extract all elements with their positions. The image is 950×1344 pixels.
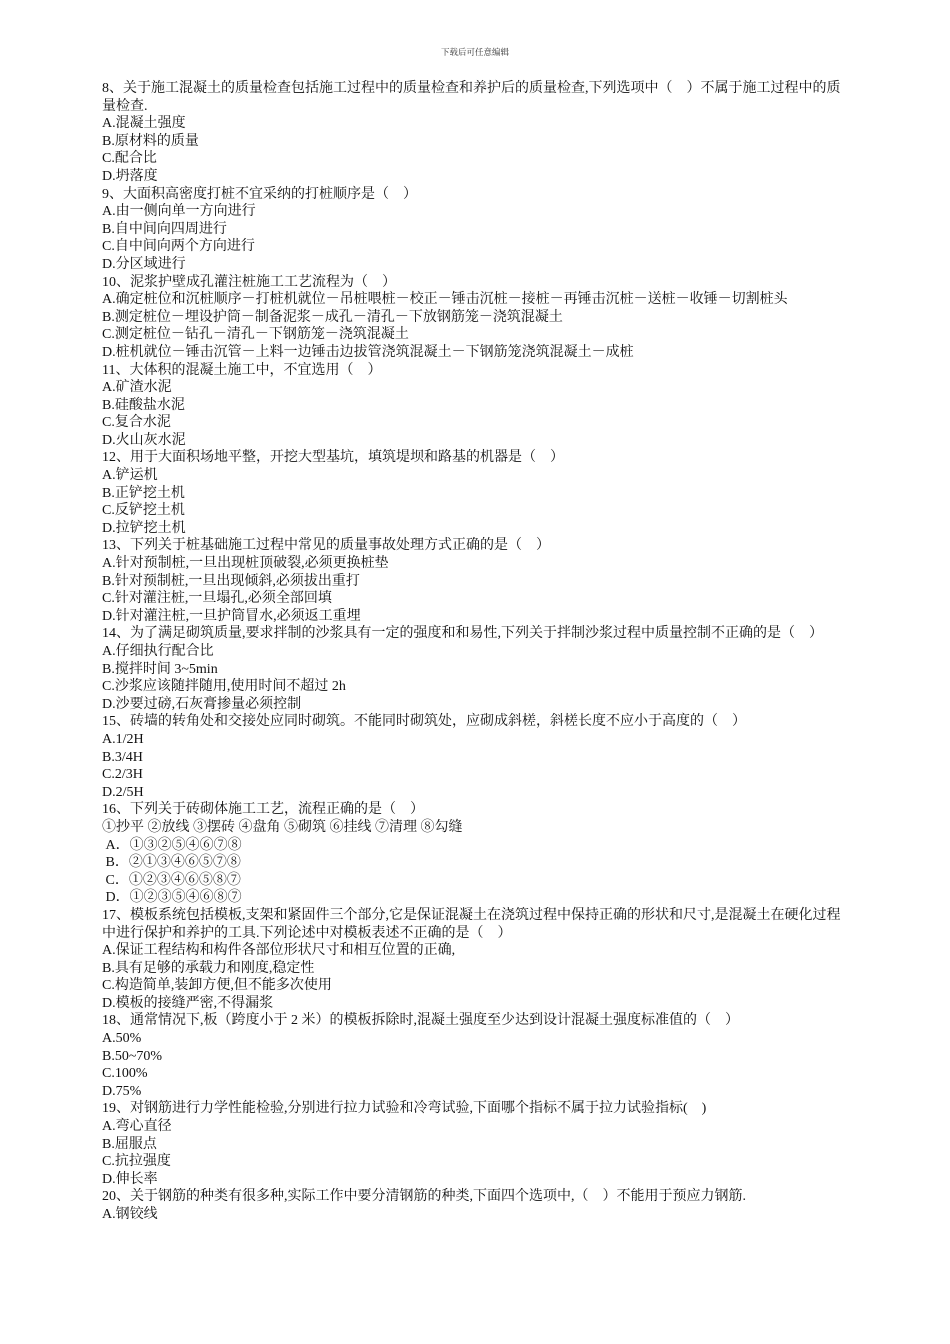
text-line: C.配合比 bbox=[102, 151, 157, 167]
text-line: D.2/5H bbox=[102, 784, 144, 800]
text-line: C.100% bbox=[102, 1066, 148, 1082]
text-line: D.拉铲挖土机 bbox=[102, 520, 186, 536]
text-line: D.坍落度 bbox=[102, 168, 158, 184]
text-line: D.模板的接缝严密,不得漏浆 bbox=[102, 995, 274, 1011]
text-line: D.针对灌注桩,一旦护筒冒水,必须返工重埋 bbox=[102, 608, 361, 624]
text-line: 20、关于钢筋的种类有很多种,实际工作中要分清钢筋的种类,下面四个选项中,（ ）不能用于预应力钢筋. bbox=[102, 1189, 746, 1205]
text-line: C.复合水泥 bbox=[102, 415, 171, 431]
text-line: B.具有足够的承载力和刚度,稳定性 bbox=[102, 960, 315, 976]
text-line: 16、下列关于砖砌体施工工艺，流程正确的是（ ） bbox=[102, 802, 424, 818]
text-line: 10、泥浆护壁成孔灌注桩施工工艺流程为（ ） bbox=[102, 274, 396, 290]
text-line: C.针对灌注桩,一旦塌孔,必须全部回填 bbox=[102, 591, 332, 607]
text-line: C.沙浆应该随拌随用,使用时间不超过 2h bbox=[102, 679, 346, 695]
text-line: A．①③②⑤④⑥⑦⑧ bbox=[102, 837, 242, 853]
text-line: A.弯心直径 bbox=[102, 1119, 172, 1135]
text-line: B.正铲挖土机 bbox=[102, 485, 185, 501]
text-line: B.针对预制桩,一旦出现倾斜,必须拔出重打 bbox=[102, 573, 360, 589]
text-line: A.矿渣水泥 bbox=[102, 380, 172, 396]
text-line: A.确定桩位和沉桩顺序－打桩机就位－吊桩喂桩－校正－锤击沉桩－接桩－再锤击沉桩－送桩－收锤－切割桩头 bbox=[102, 292, 788, 308]
text-line: A.针对预制桩,一旦出现桩顶破裂,必须更换桩垫 bbox=[102, 556, 389, 572]
text-line: D．①②③⑤④⑥⑧⑦ bbox=[102, 890, 242, 906]
text-line: ①抄平 ②放线 ③摆砖 ④盘角 ⑤砌筑 ⑥挂线 ⑦清理 ⑧勾缝 bbox=[102, 819, 463, 835]
document-body bbox=[102, 80, 852, 1224]
text-line: B.硅酸盐水泥 bbox=[102, 397, 185, 413]
text-line: D.火山灰水泥 bbox=[102, 432, 186, 448]
text-line: A.仔细执行配合比 bbox=[102, 644, 214, 659]
text-line: A.50% bbox=[102, 1031, 142, 1047]
text-line: B.3/4H bbox=[102, 749, 143, 765]
text-line: C.2/3H bbox=[102, 767, 143, 783]
text-line: A.铲运机 bbox=[102, 468, 158, 484]
text-line: C.反铲挖土机 bbox=[102, 503, 185, 519]
text-line: 11、大体积的混凝土施工中，不宜选用（ ） bbox=[102, 362, 382, 378]
text-line: 14、为了满足砌筑质量,要求拌制的沙浆具有一定的强度和和易性,下列关于拌制沙浆过程中质量控制不正确的是（ ） bbox=[102, 626, 823, 642]
text-line: D.75% bbox=[102, 1083, 142, 1099]
text-line: A.钢铰线 bbox=[102, 1207, 158, 1222]
text-line: 17、模板系统包括模板,支架和紧固件三个部分,它是保证混凝土在浇筑过程中保持正确的形状和尺寸,是混凝土在硬化过程中进行保护和养护的工具.下列论述中对模板表述不正确的是（ ） bbox=[102, 907, 841, 941]
text-line: C.抗拉强度 bbox=[102, 1154, 171, 1170]
text-line: C.自中间向两个方向进行 bbox=[102, 239, 255, 255]
text-line: B.屈服点 bbox=[102, 1136, 157, 1152]
text-line: 9、大面积高密度打桩不宜采纳的打桩顺序是（ ） bbox=[102, 186, 417, 202]
text-line: C．①②③④⑥⑤⑧⑦ bbox=[102, 872, 241, 888]
text-line: B.测定桩位－埋设护筒－制备泥浆－成孔－清孔－下放钢筋笼－浇筑混凝土 bbox=[102, 309, 563, 325]
text-line: A.混凝土强度 bbox=[102, 116, 186, 132]
text-line: C.测定桩位－钻孔－清孔－下钢筋笼－浇筑混凝土 bbox=[102, 327, 409, 343]
page-header: 下载后可任意编辑 bbox=[440, 47, 509, 57]
text-line: 13、下列关于桩基础施工过程中常见的质量事故处理方式正确的是（ ） bbox=[102, 538, 550, 554]
text-line: A.1/2H bbox=[102, 731, 144, 747]
text-line: B.自中间向四周进行 bbox=[102, 221, 227, 237]
text-line: B.原材料的质量 bbox=[102, 133, 199, 149]
text-line: D.分区域进行 bbox=[102, 256, 186, 272]
text-line: 8、关于施工混凝土的质量检查包括施工过程中的质量检查和养护后的质量检查,下列选项中（ ）不属于施工过程中的质量检查. bbox=[102, 81, 841, 114]
text-line: C.构造简单,装卸方便,但不能多次使用 bbox=[102, 978, 332, 994]
text-line: A.由一侧向单一方向进行 bbox=[102, 204, 256, 220]
text-line: D.伸长率 bbox=[102, 1171, 158, 1187]
text-line: 19、对钢筋进行力学性能检验,分别进行拉力试验和冷弯试验,下面哪个指标不属于拉力试验指标( ) bbox=[102, 1101, 707, 1117]
text-line: B.搅拌时间 3~5min bbox=[102, 661, 218, 677]
text-line: D.桩机就位－锤击沉管－上料一边锤击边拔管浇筑混凝土－下钢筋笼浇筑混凝土－成桩 bbox=[102, 344, 634, 360]
text-line: B．②①③④⑥⑤⑦⑧ bbox=[102, 855, 241, 871]
text-line: 15、砖墙的转角处和交接处应同时砌筑。不能同时砌筑处，应砌成斜槎，斜槎长度不应小于高度的（ ） bbox=[102, 714, 746, 730]
text-line: 18、通常情况下,板（跨度小于 2 米）的模板拆除时,混凝土强度至少达到设计混凝土强度标准值的（ ） bbox=[102, 1013, 739, 1029]
text-line: A.保证工程结构和构件各部位形状尺寸和相互位置的正确, bbox=[102, 943, 456, 959]
text-line: B.50~70% bbox=[102, 1048, 163, 1064]
text-line: 12、用于大面积场地平整，开挖大型基坑，填筑堤坝和路基的机器是（ ） bbox=[102, 450, 564, 466]
text-line: D.沙要过磅,石灰膏掺量必须控制 bbox=[102, 696, 302, 712]
